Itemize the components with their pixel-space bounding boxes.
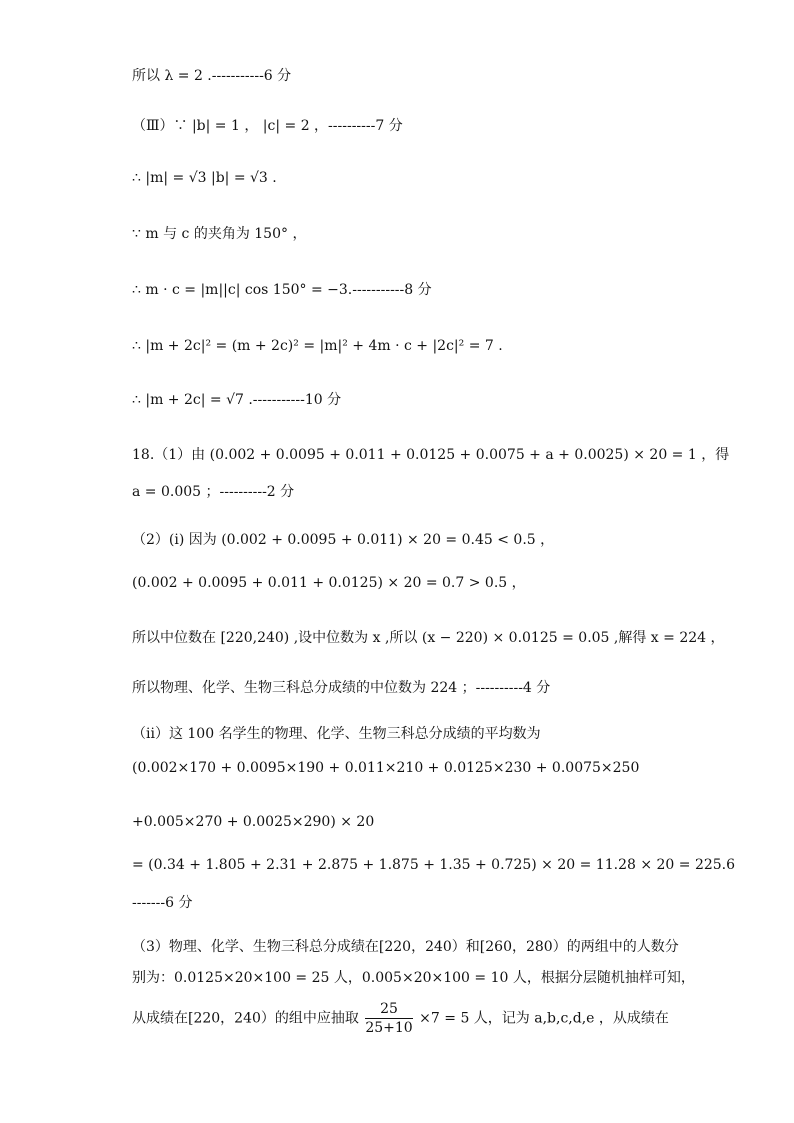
text-line: （Ⅲ）∵ |b| = 1 ， |c| = 2 ，----------7 分 <box>132 118 403 134</box>
text-line: 18.（1）由 (0.002 + 0.0095 + 0.011 + 0.0125 + 0.0075 + a + 0.0025) × 20 = 1 ，得 <box>132 447 730 463</box>
text-line: (0.002×170 + 0.0095×190 + 0.011×210 + 0.0125×230 + 0.0075×250 <box>132 760 640 776</box>
fraction <box>365 1000 412 1037</box>
fraction-numerator: 25 <box>365 1000 412 1019</box>
text-line: ∵ m 与 c 的夹角为 150° ， <box>132 226 307 242</box>
text-line: ∴ |m + 2c|² = (m + 2c)² = |m|² + 4m · c + |2c|² = 7 . <box>132 338 503 354</box>
text-line: = (0.34 + 1.805 + 2.31 + 2.875 + 1.875 + 1.35 + 0.725) × 20 = 11.28 × 20 = 225.6 <box>132 857 736 873</box>
text-line: 所以 λ = 2 .-----------6 分 <box>132 68 292 84</box>
text-line: ∴ m · c = |m||c| cos 150° = −3.-----------8 分 <box>132 282 432 298</box>
text-line: 所以物理、化学、生物三科总分成绩的中位数为 224 ；----------4 分 <box>132 680 551 696</box>
text-line: （3）物理、化学、生物三科总分成绩在[220，240）和[260，280）的两组中的人数分 <box>132 939 679 955</box>
text-line-with-fraction <box>132 1000 669 1037</box>
text-segment: 从成绩在[220，240）的组中应抽取 <box>132 1010 359 1027</box>
text-line: +0.005×270 + 0.0025×290) × 20 <box>132 814 375 830</box>
text-line: 别为：0.0125×20×100 = 25 人，0.005×20×100 = 10 人，根据分层随机抽样可知， <box>132 970 695 986</box>
text-line: 所以中位数在 [220,240) ,设中位数为 x ,所以 (x − 220) × 0.0125 = 0.05 ,解得 x = 224 ， <box>132 630 725 646</box>
text-line: （ii）这 100 名学生的物理、化学、生物三科总分成绩的平均数为 <box>132 726 541 742</box>
text-line: -------6 分 <box>132 895 193 911</box>
text-line: ∴ |m + 2c| = √7 .-----------10 分 <box>132 392 342 408</box>
text-line: a = 0.005 ；----------2 分 <box>132 484 295 500</box>
fraction-denominator: 25+10 <box>365 1020 413 1036</box>
text-line: ∴ |m| = √3 |b| = √3 . <box>132 170 277 186</box>
text-segment: ×7 = 5 人，记为 a,b,c,d,e ，从成绩在 <box>419 1010 669 1027</box>
text-line: （2）(i) 因为 (0.002 + 0.0095 + 0.011) × 20 = 0.45 < 0.5 ， <box>132 532 555 548</box>
text-line: (0.002 + 0.0095 + 0.011 + 0.0125) × 20 = 0.7 > 0.5 ， <box>132 575 526 591</box>
